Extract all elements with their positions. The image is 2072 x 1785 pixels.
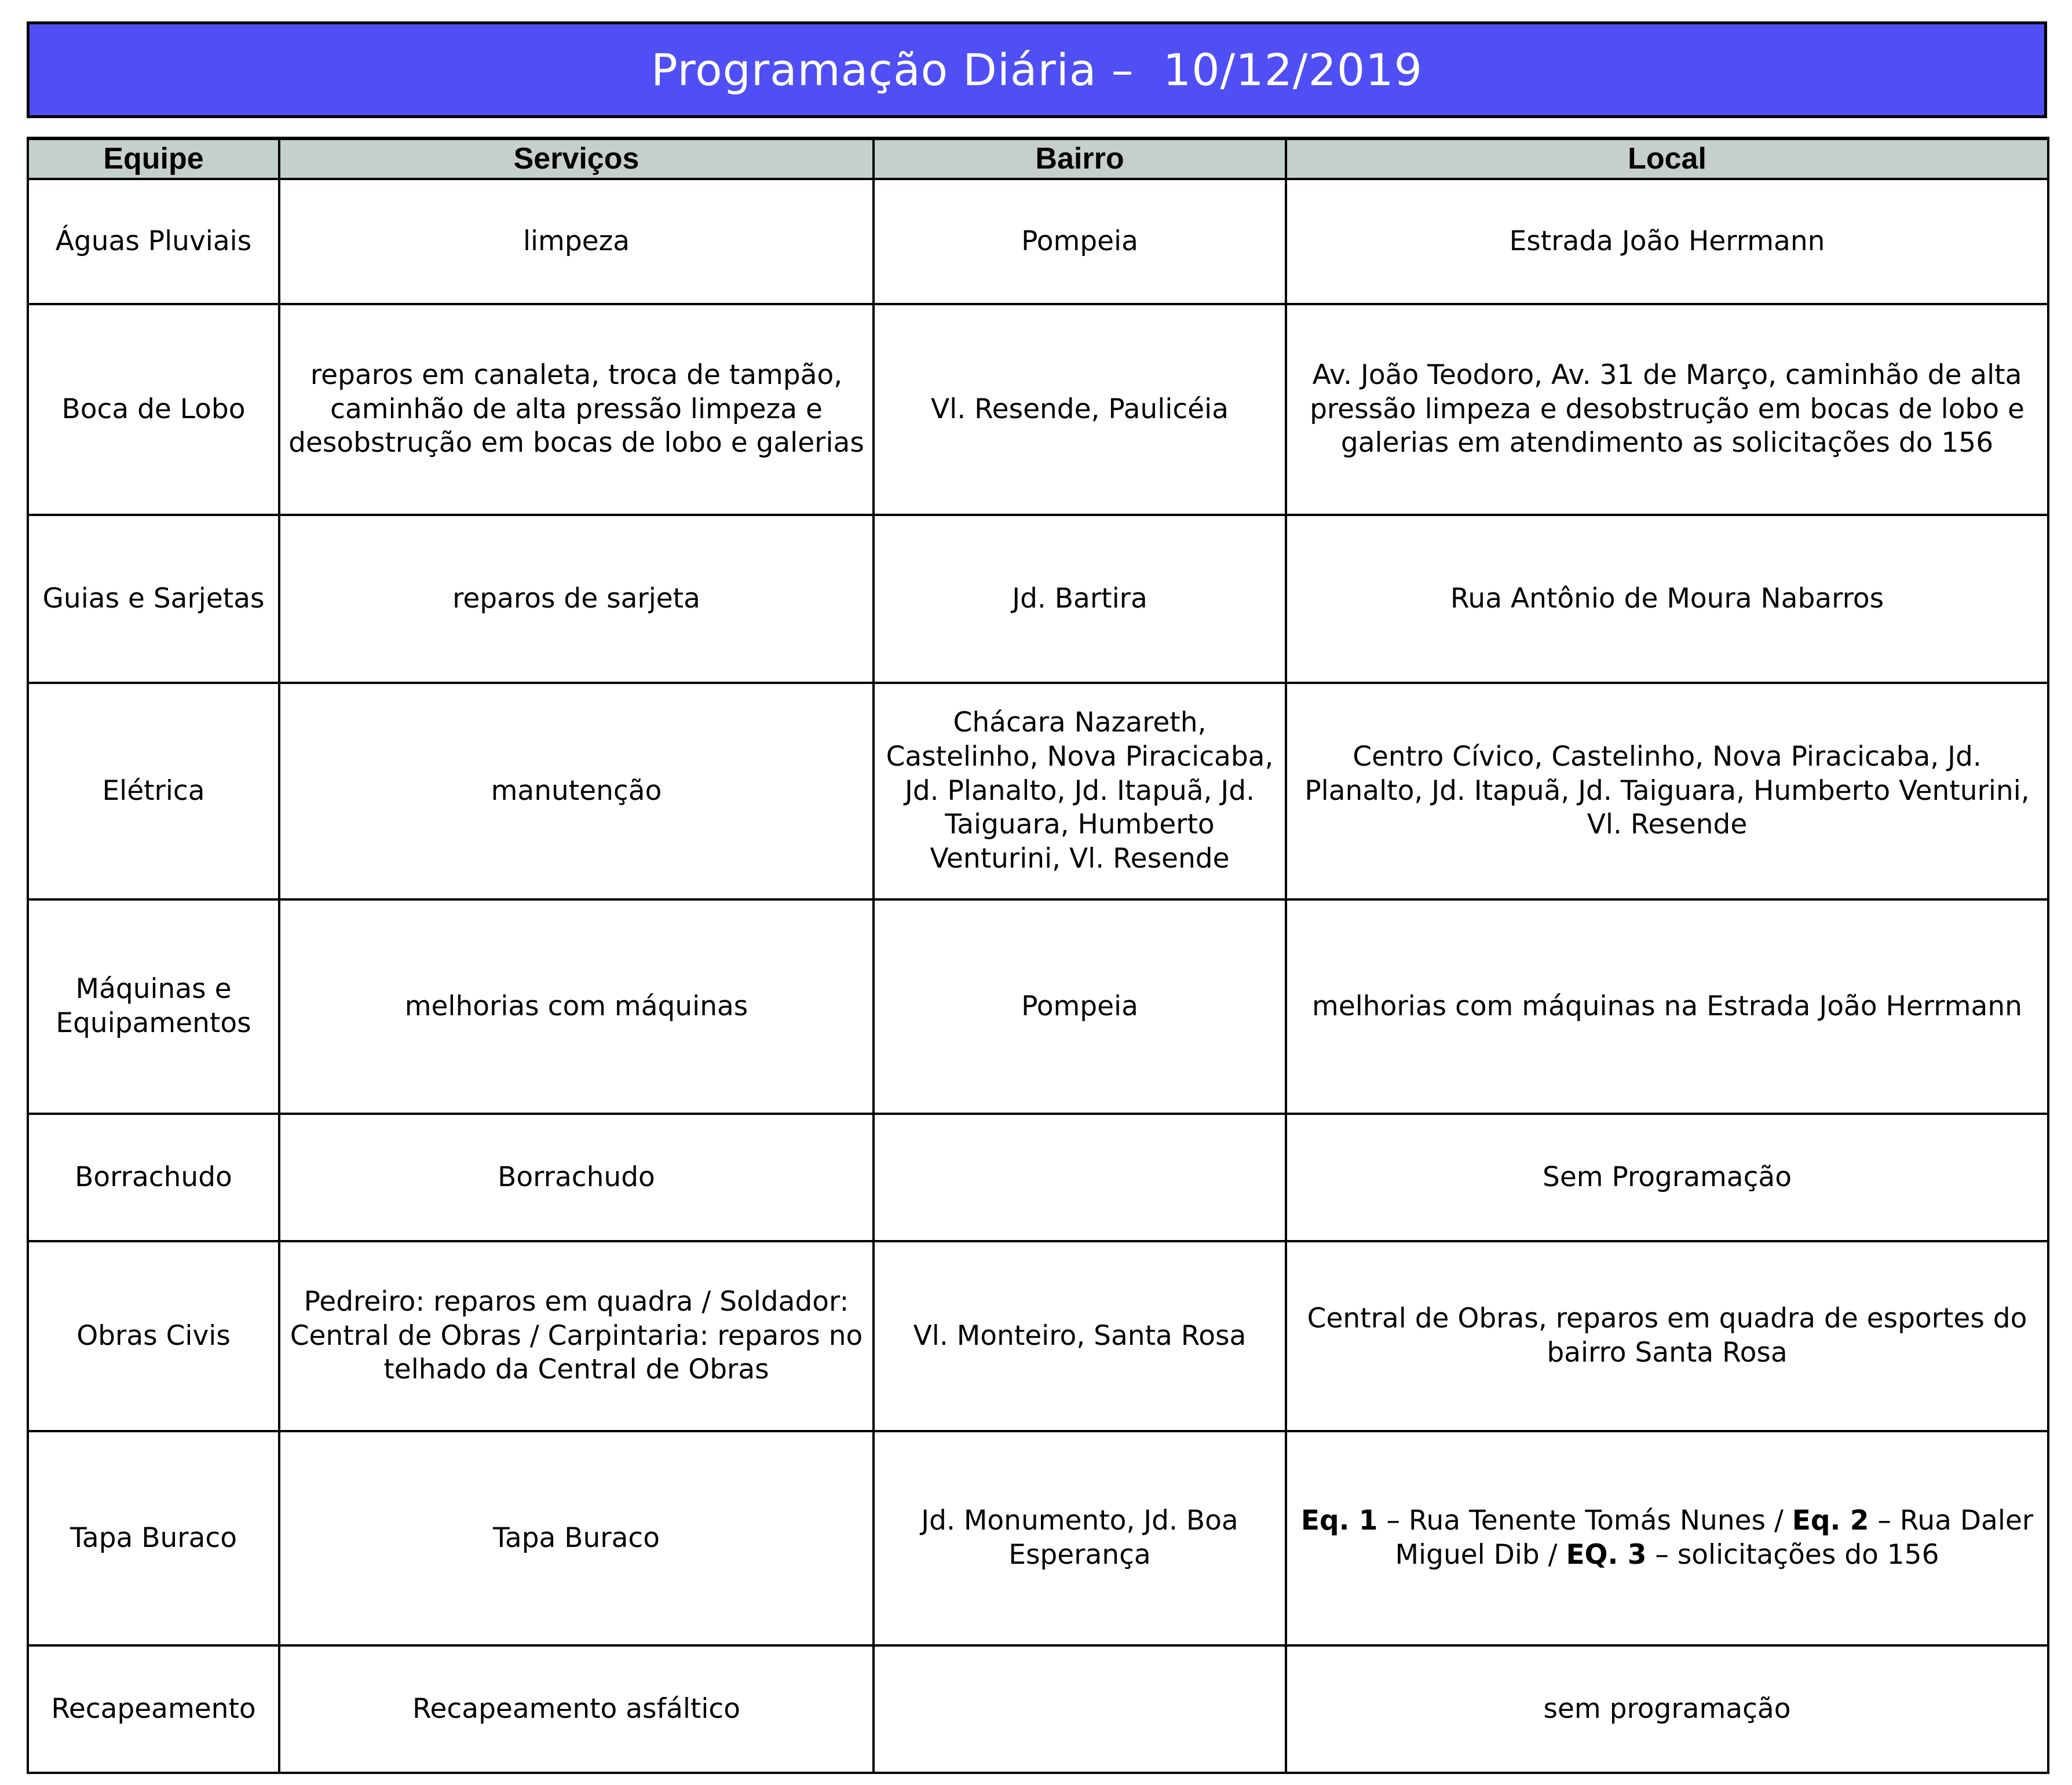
table-row (28, 683, 2048, 899)
cell-local: Sem Programação (1286, 1114, 2048, 1241)
cell-bairro: Pompeia (874, 179, 1286, 304)
cell-servicos: Pedreiro: reparos em quadra / Soldador: Central de Obras / Carpintaria: reparos no telhado da Central de Obras (279, 1241, 874, 1431)
cell-servicos: reparos em canaleta, troca de tampão, caminhão de alta pressão limpeza e desobstrução em bocas de lobo e galerias (279, 304, 874, 515)
cell-local: Rua Antônio de Moura Nabarros (1286, 515, 2048, 683)
cell-bairro: Vl. Resende, Paulicéia (874, 304, 1286, 515)
cell-servicos: Recapeamento asfáltico (279, 1645, 874, 1773)
cell-local: sem programação (1286, 1645, 2048, 1773)
cell-equipe: Guias e Sarjetas (28, 515, 279, 683)
cell-local: Av. João Teodoro, Av. 31 de Março, caminhão de alta pressão limpeza e desobstrução em bocas de lobo e galerias em atendimento as solicitações do 156 (1286, 304, 2048, 515)
table-row (28, 1645, 2048, 1773)
team-label: EQ. 3 (1566, 1539, 1647, 1571)
cell-bairro: Jd. Bartira (874, 515, 1286, 683)
cell-equipe: Borrachudo (28, 1114, 279, 1241)
team-label: Eq. 1 (1300, 1505, 1378, 1537)
table-row (28, 1241, 2048, 1431)
cell-equipe: Tapa Buraco (28, 1431, 279, 1645)
team-assignment: – Rua Daler Miguel Dib / (1395, 1505, 2034, 1571)
cell-servicos: reparos de sarjeta (279, 515, 874, 683)
team-assignment: – Rua Tenente Tomás Nunes / (1377, 1505, 1792, 1537)
table-row (28, 899, 2048, 1114)
cell-local: Estrada João Herrmann (1286, 179, 2048, 304)
column-header-servicos: Serviços (279, 138, 874, 179)
cell-bairro: Pompeia (874, 899, 1286, 1114)
cell-local: Centro Cívico, Castelinho, Nova Piracicaba, Jd. Planalto, Jd. Itapuã, Jd. Taiguara, Humberto Venturini, Vl. Resende (1286, 683, 2048, 899)
table-row (28, 1431, 2048, 1645)
column-header-local: Local (1286, 138, 2048, 179)
table-row (28, 1114, 2048, 1241)
page-title: Programação Diária – 10/12/2019 (27, 21, 2047, 118)
cell-bairro: Chácara Nazareth, Castelinho, Nova Piracicaba, Jd. Planalto, Jd. Itapuã, Jd. Taiguara, Humberto Venturini, Vl. Resende (874, 683, 1286, 899)
cell-equipe: Águas Pluviais (28, 179, 279, 304)
cell-bairro: Jd. Monumento, Jd. Boa Esperança (874, 1431, 1286, 1645)
table-header-row (28, 138, 2048, 179)
cell-bairro (874, 1645, 1286, 1773)
team-assignment: – solicitações do 156 (1646, 1539, 1939, 1571)
cell-servicos: manutenção (279, 683, 874, 899)
cell-servicos: melhorias com máquinas (279, 899, 874, 1114)
cell-servicos: limpeza (279, 179, 874, 304)
cell-equipe: Obras Civis (28, 1241, 279, 1431)
cell-equipe: Recapeamento (28, 1645, 279, 1773)
cell-bairro (874, 1114, 1286, 1241)
cell-servicos: Borrachudo (279, 1114, 874, 1241)
table-row (28, 304, 2048, 515)
table-row (28, 179, 2048, 304)
team-label: Eq. 2 (1792, 1505, 1869, 1537)
cell-local: melhorias com máquinas na Estrada João Herrmann (1286, 899, 2048, 1114)
column-header-bairro: Bairro (874, 138, 1286, 179)
table-row (28, 515, 2048, 683)
cell-equipe: Boca de Lobo (28, 304, 279, 515)
cell-local (1286, 1431, 2048, 1645)
column-header-equipe: Equipe (28, 138, 279, 179)
schedule-table (27, 137, 2049, 1774)
cell-bairro: Vl. Monteiro, Santa Rosa (874, 1241, 1286, 1431)
cell-servicos: Tapa Buraco (279, 1431, 874, 1645)
cell-equipe: Elétrica (28, 683, 279, 899)
cell-local: Central de Obras, reparos em quadra de esportes do bairro Santa Rosa (1286, 1241, 2048, 1431)
cell-equipe: Máquinas e Equipamentos (28, 899, 279, 1114)
